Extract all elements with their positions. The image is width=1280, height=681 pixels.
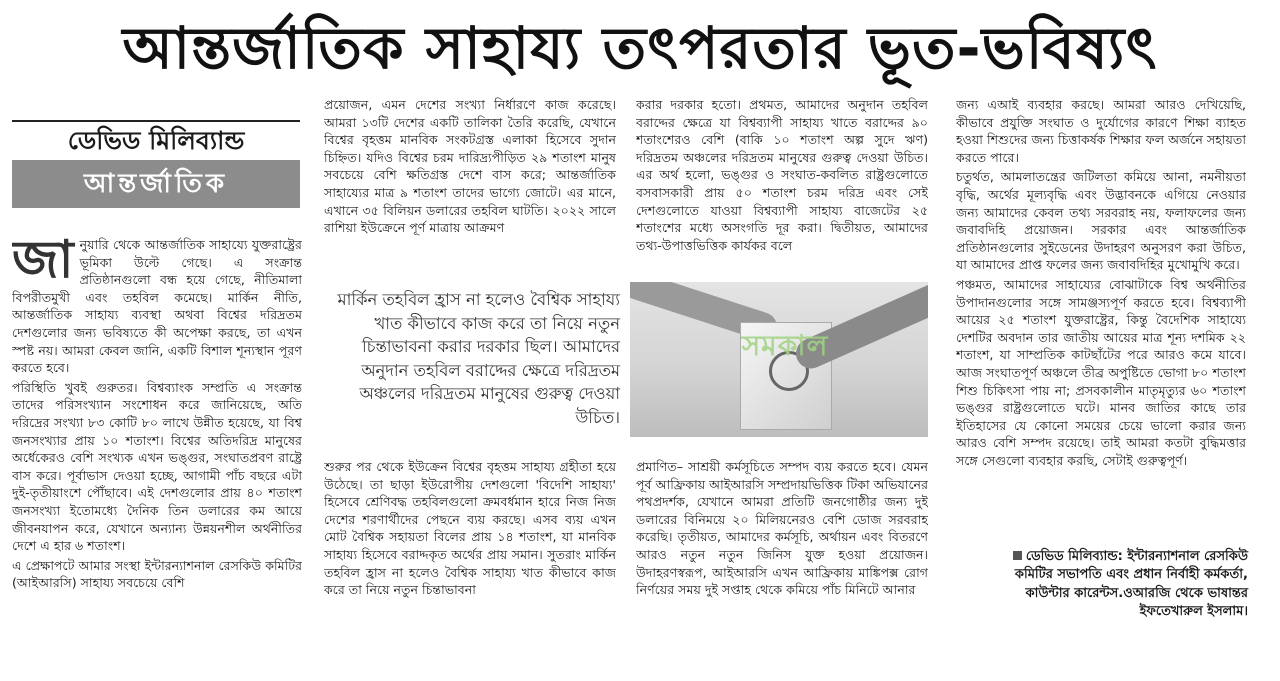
drop-cap: জা bbox=[12, 236, 74, 290]
column-3-bottom bbox=[636, 458, 928, 632]
article-photo bbox=[630, 282, 928, 437]
column-2-bottom bbox=[324, 458, 616, 632]
paragraph: চতুর্থত, আমলাতন্ত্রের জটিলতা কমিয়ে আনা, নমনীয়তা বৃদ্ধি, অর্থের মূল্যবৃদ্ধি এবং উদ্ভাবনকে এগিয়ে নেওয়ার জন্য আমাদের কেবল তথ্য সরবরাহ নয়, ফলাফলের জন্য জবাবদিহি প্রয়োজন। সরকার এবং আন্তর্জাতিক প্রতিষ্ঠানগুলোর সুইডেনের উদাহরণ অনুসরণ করা উচিত, যা আমাদের প্রাপ্ত ফলের জন্য জবাবদিহির মুখোমুখি করে। bbox=[956, 169, 1246, 273]
headline: আন্তর্জাতিক সাহায্য তৎপরতার ভূত-ভবিষ্যৎ bbox=[122, 14, 1158, 82]
paragraph: পরিস্থিতি খুবই গুরুতর। বিশ্বব্যাংক সম্প্রতি এ সংক্রান্ত তাদের পরিসংখ্যান সংশোধন করে জানিয়েছে, অতি দরিদ্রের সংখ্যা ৮৩ কোটি ৮০ লাখে উন্নীত হয়েছে, যা বিশ্ব জনসংখ্যার প্রায় ১০ শতাংশ। বিশ্বের অতিদরিদ্র মানুষের অর্ধেকেরও বেশি সংখ্যক এখন ভঙ্গুর, সংঘাতপ্রবণ রাষ্ট্রে বাস করে। পূর্বাভাস দেওয়া হচ্ছে, আগামী পাঁচ বছরে এটা দুই-তৃতীয়াংশে পৌঁছাবে। এই দেশগুলোর প্রায় ৪০ শতাংশ জনসংখ্যা ইতোমধ্যে দৈনিক তিন ডলারের কম আয়ে জীবনযাপন করে, যেখানে অন্যান্য উন্নয়নশীল অর্থনীতির দেশে এ হার ৬ শতাংশ। bbox=[12, 379, 302, 554]
paragraph: করার দরকার হতো। প্রথমত, আমাদের অনুদান তহবিল বরাদ্দের ক্ষেত্রে যা বিশ্বব্যাপী সাহায্য খাতে বরাদ্দের ৯০ শতাংশেরও বেশি (বাকি ১০ শতাংশ অল্প সুদে ঋণ) দরিদ্রতম অঞ্চলের দরিদ্রতম মানুষের গুরুত্ব দেওয়া উচিত। এর অর্থ হলো, ভঙ্গুর ও সংঘাত-কবলিত রাষ্ট্রগুলোতে বসবাসকারী প্রায় ৫০ শতাংশ চরম দরিদ্র এবং সেই দেশগুলোতে যাওয়া বিশ্বব্যাপী সাহায্য বাজেটের ২৫ শতাংশের মধ্যে অসংগতি দূর করা। দ্বিতীয়ত, আমাদের তথ্য-উপাত্তভিত্তিক কার্যকর বলে bbox=[636, 97, 928, 253]
author-bio-text: ডেভিড মিলিব্যান্ড: ইন্টারন্যাশনাল রেসকিউ কমিটির সভাপতি এবং প্রধান নির্বাহী কর্মকর্তা, কাউন্টার কারেন্টস.ওআরজি থেকে ভাষান্তর ইফতেখারুল ইসলাম। bbox=[1014, 549, 1248, 620]
paragraph: পঞ্চমত, আমাদের সাহায্যের বোঝাটাকে বিশ্ব অর্থনীতির উপাদানগুলোর সঙ্গে সামঞ্জস্যপূর্ণ করতে হবে। বিশ্বব্যাপী আয়ের ২৫ শতাংশ যুক্তরাষ্ট্রের, কিন্তু বৈদেশিক সাহায্যে দেশটির অবদান তার জাতীয় আয়ের মাত্র শূন্য দশমিক ২২ শতাংশ, যা সাম্প্রতিক কাটছাঁটের পরে আরও কমে যাবে। আজ সংঘাতপূর্ণ অঞ্চলে তীব্র অপুষ্টিতে ভোগা ৮০ শতাংশ শিশু চিকিৎসা পায় না; প্রসবকালীন মাতৃমৃত্যুর ৬০ শতাংশ ভঙ্গুর রাষ্ট্রগুলোতে ঘটে। মানব জাতির কাছে তার ইতিহাসের যে কোনো সময়ের চেয়ে ভালো করার জন্য আরও বেশি সম্পদ রয়েছে। তাই আমরা কতটা বুদ্ধিমত্তার সঙ্গে সেগুলো ব্যবহার করছি, সেটাই গুরুত্বপূর্ণ। bbox=[956, 276, 1246, 468]
paragraph: এ প্রেক্ষাপটে আমার সংস্থা ইন্টারন্যাশনাল রেসকিউ কমিটির (আইআরসি) সাহায্য সবচেয়ে বেশি bbox=[12, 557, 302, 591]
author-name: ডেভিড মিলিব্যান্ড bbox=[12, 120, 300, 160]
paragraph: প্রয়োজন, এমন দেশের সংখ্যা নির্ধারণে কাজ করেছে। আমরা ১৩টি দেশের একটি তালিকা তৈরি করেছি, যেখানে বিশ্বের বৃহত্তম মানবিক সংকটগ্রস্ত এলাকা হিসেবে সুদান চিহ্নিত। যদিও বিশ্বের চরম দারিদ্র্যপীড়িত ২৯ শতাংশ মানুষ সবচেয়ে বেশি ক্ষতিগ্রস্ত দেশে বাস করে; আন্তর্জাতিক সাহায্যের মাত্র ৯ শতাংশ তাদের ভাগ্যে জোটে। এর মানে, এখানে ৩৫ বিলিয়ন ডলারের তহবিল ঘাটতি। ২০২২ সালে রাশিয়া ইউক্রেনে পূর্ণ মাত্রায় আক্রমণ bbox=[324, 97, 616, 236]
paragraph: প্রমাণিত– সাশ্রয়ী কর্মসূচিতে সম্পদ ব্যয় করতে হবে। যেমন পূর্ব আফ্রিকায় আইআরসি সম্প্রদায়ভিত্তিক টিকা অভিযানের পথপ্রদর্শক, যেখানে আমরা প্রতিটি জনগোষ্ঠীর জন্য দুই ডলারের বিনিময়ে ২০ মিলিয়নেরও বেশি ডোজ সরবরাহ করেছি। তৃতীয়ত, আমাদের কর্মসূচি, অর্থায়ন এবং বিতরণে আরও নতুন নতুন জিনিস যুক্ত হওয়া প্রয়োজন। উদাহরণস্বরূপ, আইআরসি এখন আফ্রিকায় মাঙ্কিপক্স রোগ নির্ণয়ের সময় দুই সপ্তাহ থেকে কমিয়ে পাঁচ মিনিটে আনার bbox=[636, 459, 928, 598]
author-bio bbox=[990, 548, 1248, 622]
column-1 bbox=[12, 236, 302, 650]
paragraph: জন্য এআই ব্যবহার করছে। আমরা আরও দেখিয়েছি, কীভাবে প্রযুক্তি সংঘাত ও দুর্যোগের কারণে শিক্ষা ব্যাহত হওয়া শিশুদের জন্য চিত্তাকর্ষক শিক্ষার ফল অর্জনে সহায়তা করতে পারে। bbox=[956, 97, 1246, 165]
photo-watermark: সমকাল bbox=[741, 329, 829, 362]
paragraph bbox=[12, 236, 302, 377]
column-4 bbox=[956, 96, 1246, 546]
column-3-top bbox=[636, 96, 928, 278]
pull-quote: মার্কিন তহবিল হ্রাস না হলেও বৈশ্বিক সাহায্য খাত কীভাবে কাজ করে তা নিয়ে নতুন চিন্তাভাবনা করার দরকার ছিল। আমাদের অনুদান তহবিল বরাদ্দের ক্ষেত্রে দরিদ্রতম অঞ্চলের দরিদ্রতম মানুষের গুরুত্ব দেওয়া উচিত। bbox=[337, 290, 620, 427]
paragraph: শুরুর পর থেকে ইউক্রেন বিশ্বের বৃহত্তম সাহায্য গ্রহীতা হয়ে উঠেছে। তা ছাড়া ইউরোপীয় দেশগুলো 'বিদেশি সাহায্য' হিসেবে শ্রেণিবদ্ধ তহবিলগুলো ক্রমবর্ধমান হারে নিজ নিজ দেশের শরণার্থীদের পেছনে ব্যয় করছে। এসব ব্যয় এখন মোট বৈশ্বিক সহায়তা বিলের প্রায় ১৪ শতাংশ, যা মানবিক সাহায্য হিসেবে বরাদ্দকৃত অর্থের প্রায় সমান। সুতরাং মার্কিন তহবিল হ্রাস না হলেও বৈশ্বিক সাহায্য খাত কীভাবে কাজ করে তা নিয়ে নতুন চিন্তাভাবনা bbox=[324, 459, 616, 598]
bullet-square-icon bbox=[1013, 551, 1022, 560]
paragraph-text: নুয়ারি থেকে আন্তর্জাতিক সাহায্যে যুক্তরাষ্ট্রের ভূমিকা উল্টে গেছে। এ সংক্রান্ত প্রতিষ্ঠানগুলো বন্ধ হয়ে গেছে, নীতিমালা বিপরীতমুখী এবং তহবিল কমেছে। মার্কিন নীতি, আন্তর্জাতিক সাহায্য ব্যবস্থা অথবা বিশ্বের দরিদ্রতম দেশগুলোর জন্য ভবিষ্যতে কী অপেক্ষা করছে, তা এখন স্পষ্ট নয়। আমরা কেবল জানি, একটি বিশাল শূন্যস্থান পূরণ করতে হবে। bbox=[12, 237, 302, 376]
section-label: আন্তর্জাতিক bbox=[12, 160, 300, 208]
column-2-top bbox=[324, 96, 616, 276]
